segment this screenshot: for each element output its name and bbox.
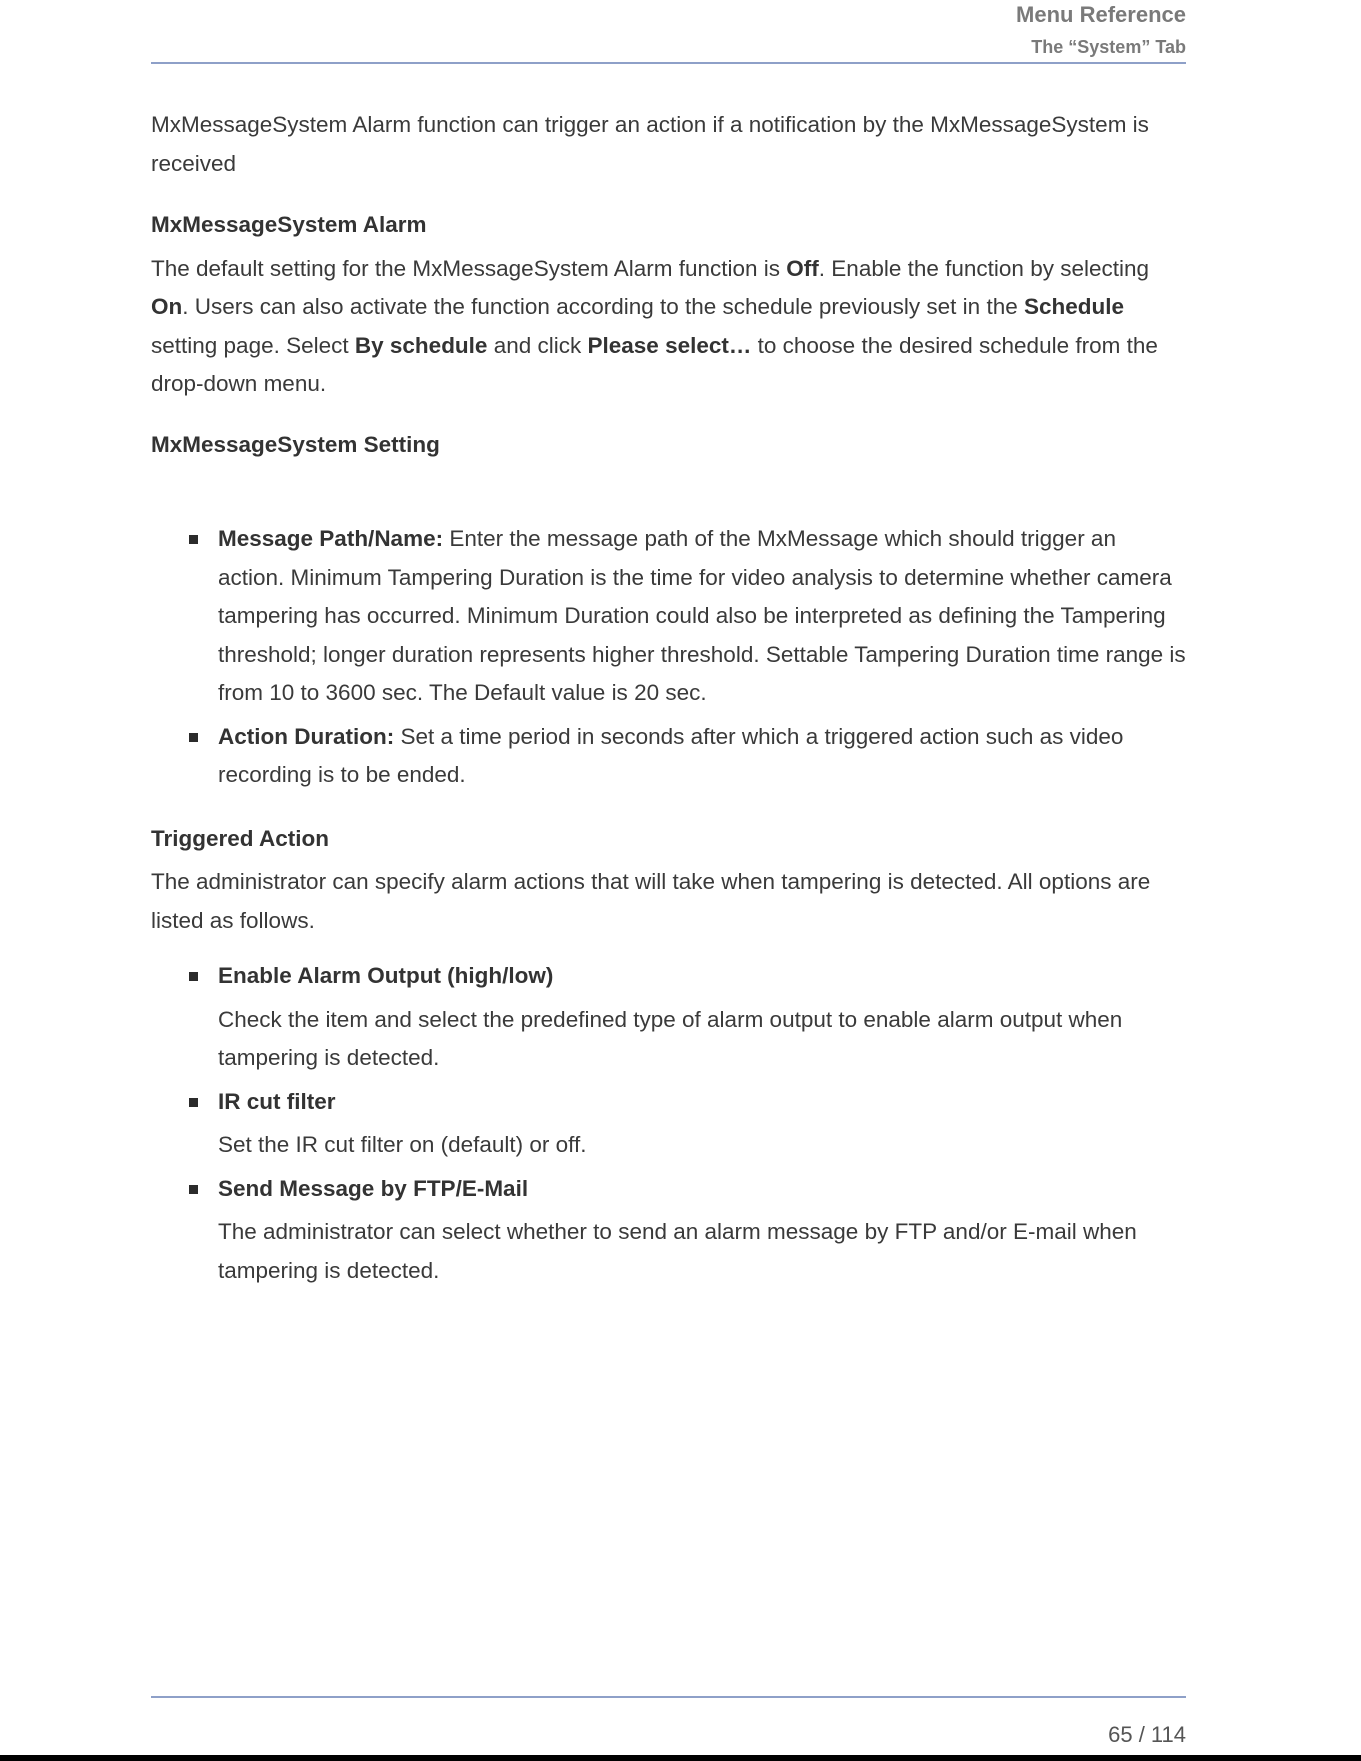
action-list bbox=[151, 957, 1186, 1290]
item-text: Enter the message path of the MxMessage which should trigger an action. Minimum Tampering Duration is the time for video analysis to determine whether camera tampering has occurred. Minimum Duration could also be interpreted as defining the Tampering threshold; longer duration represents higher threshold. Settable Tampering Duration time range is from 10 to 3600 sec. The Default value is 20 sec. bbox=[218, 526, 1186, 705]
bottom-edge-bar bbox=[0, 1755, 1361, 1761]
list-item bbox=[151, 718, 1186, 795]
list-item bbox=[151, 1083, 1186, 1165]
spacer bbox=[151, 940, 1186, 957]
item-text: Set the IR cut filter on (default) or off. bbox=[218, 1132, 587, 1157]
page-footer-rule bbox=[151, 1696, 1186, 1698]
alarm-text-2: . Enable the function by selecting bbox=[818, 255, 1150, 281]
list-item bbox=[151, 957, 1186, 1078]
item-title: Enable Alarm Output (high/low) bbox=[218, 963, 554, 988]
spacer bbox=[151, 800, 1186, 820]
page-header bbox=[151, 0, 1186, 64]
setting-heading: MxMessageSystem Setting bbox=[151, 431, 440, 457]
intro-paragraph: MxMessageSystem Alarm function can trigger an action if a notification by the MxMessageSystem is received bbox=[151, 112, 1149, 176]
alarm-text-6: to choose the desired schedule from the drop-down menu. bbox=[151, 332, 1158, 396]
bullet-square-icon bbox=[189, 972, 198, 981]
alarm-schedule: Schedule bbox=[1023, 294, 1124, 319]
alarm-text-3: . Users can also activate the function according to the schedule previously set in the bbox=[182, 294, 1024, 319]
alarm-text-5: and click bbox=[487, 332, 588, 358]
alarm-off: Off bbox=[786, 255, 819, 281]
page-content bbox=[151, 106, 1186, 1295]
alarm-heading: MxMessageSystem Alarm bbox=[151, 212, 427, 237]
header-title: Menu Reference bbox=[1016, 2, 1186, 27]
alarm-paragraph bbox=[151, 250, 1186, 404]
action-paragraph: The administrator can specify alarm actions that will take when tampering is detected. All options are listed as follows. bbox=[151, 869, 1151, 933]
item-text: The administrator can select whether to send an alarm message by FTP and/or E-mail when tampering is detected. bbox=[218, 1219, 1137, 1283]
list-item bbox=[151, 520, 1186, 713]
alarm-please-select: Please select… bbox=[587, 332, 752, 358]
item-text: Check the item and select the predefined type of alarm output to enable alarm output when tampering is detected. bbox=[218, 1006, 1123, 1070]
item-title: IR cut filter bbox=[218, 1088, 336, 1114]
alarm-text-4: setting page. Select bbox=[151, 332, 355, 358]
bullet-square-icon bbox=[189, 1185, 198, 1194]
action-heading: Triggered Action bbox=[151, 825, 329, 851]
header-subtitle: The “System” Tab bbox=[1031, 37, 1186, 57]
list-item bbox=[151, 1170, 1186, 1291]
page-number: 65 / 114 bbox=[1108, 1722, 1186, 1747]
item-label: Message Path/Name: bbox=[218, 526, 444, 551]
bullet-square-icon bbox=[189, 733, 198, 742]
bullet-square-icon bbox=[189, 1098, 198, 1107]
item-title: Send Message by FTP/E-Mail bbox=[218, 1175, 529, 1201]
spacer bbox=[151, 464, 1186, 520]
item-label: Action Duration: bbox=[218, 723, 395, 749]
alarm-by-schedule: By schedule bbox=[354, 332, 488, 358]
alarm-text-1: The default setting for the MxMessageSystem Alarm function is bbox=[151, 255, 787, 281]
alarm-on: On bbox=[151, 294, 183, 319]
item-text: Set a time period in seconds after which a triggered action such as video recording is to be ended. bbox=[218, 723, 1124, 787]
bullet-square-icon bbox=[189, 535, 198, 544]
setting-list bbox=[151, 520, 1186, 795]
